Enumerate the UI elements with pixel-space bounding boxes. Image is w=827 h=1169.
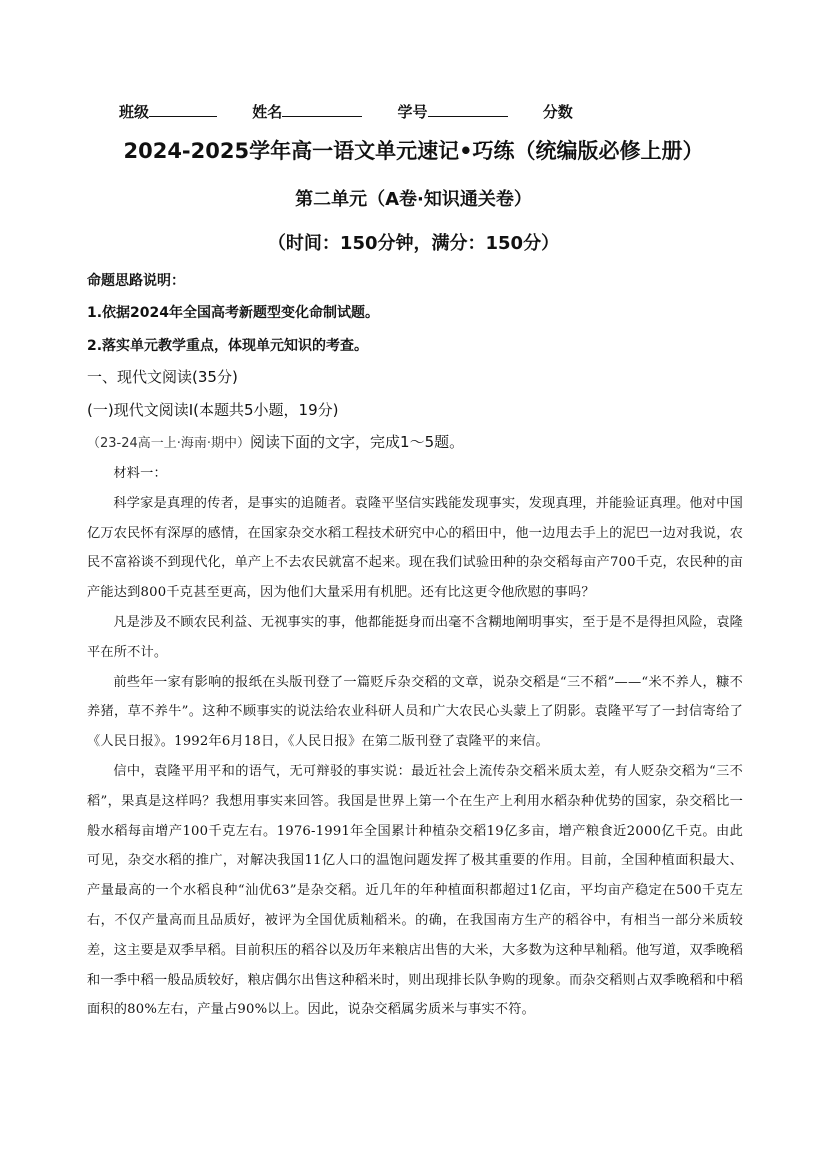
question-instruction: 阅读下面的文字，完成1～5题。 [250,433,465,451]
material-label: 材料一： [113,466,167,481]
subsection-heading: (一)现代文阅读Ⅰ(本题共5小题，19分) [87,401,339,419]
student-info-row [119,101,603,122]
passage-paragraph: 前些年一家有影响的报纸在头版刊登了一篇贬斥杂交稻的文章，说杂交稻是“三不稻”——“米不养人，糠不养猪，草不养牛”。这种不顾事实的说法给农业科研人员和广大农民心头蒙上了阴影。袁隆平写了一封信寄给了《人民日报》。1992年6月18日，《人民日报》在第二版刊登了袁隆平的来信。 [87,674,743,750]
name-field[interactable] [252,101,362,122]
name-label: 姓名 [252,103,283,121]
notes-item-1: 1.依据2024年全国高考新题型变化命制试题。 [87,305,380,321]
student-id-blank[interactable] [428,104,508,117]
class-blank[interactable] [149,104,217,117]
passage-paragraph: 信中，袁隆平用平和的语气，无可辩驳的事实说：最近社会上流传杂交稻米质太差，有人贬杂交稻为“三不稻”，果真是这样吗？我想用事实来回答。我国是世界上第一个在生产上利用水稻杂种优势的国家，杂交稻比一般水稻每亩增产100千克左右。1976-1991年全国累计种植杂交稻19亿多亩，增产粮食近2000亿千克。由此可见，杂交水稻的推广，对解决我国11亿人口的温饱问题发挥了极其重要的作用。目前，全国种植面积最大、产量最高的一个水稻良种“汕优63”是杂交稻。近几年的年种植面积都超过1亿亩，平均亩产稳定在500千克左右，不仅产量高而且品质好，被评为全国优质籼稻米。的确，在我国南方生产的稻谷中，有相当一部分米质较差，这主要是双季早稻。目前积压的稻谷以及历年来粮店出售的大米，大多数为这种早籼稻。他写道，双季晚稻和一季中稻一般品质较好，粮店偶尔出售这种稻米时，则出现排长队争购的现象。而杂交稻则占双季晚稻和中稻面积的80%左右，产量占90%以上。因此，说杂交稻属劣质米与事实不符。 [87,763,743,1018]
notes-heading: 命题思路说明： [87,273,185,289]
question-source: （23-24高一上·海南·期中） [87,436,251,451]
class-label: 班级 [119,103,150,121]
passage-paragraph: 科学家是真理的传者，是事实的追随者。袁隆平坚信实践能发现事实，发现真理，并能验证真理。他对中国亿万农民怀有深厚的感情，在国家杂交水稻工程技术研究中心的稻田中，他一边甩去手上的泥巴一边对我说，农民不富裕谈不到现代化，单产上不去农民就富不起来。现在我们试验田种的杂交稻每亩产700千克，农民种的亩产能达到800千克甚至更高，因为他们大量采用有机肥。还有比这更令他欣慰的事吗？ [87,495,743,601]
section-heading: 一、现代文阅读(35分) [87,368,238,386]
student-id-field[interactable] [398,101,508,122]
score-label: 分数 [542,103,573,121]
unit-title: 第二单元（A卷·知识通关卷） [295,189,532,210]
student-id-label: 学号 [397,103,428,121]
exam-title: 2024-2025学年高一语文单元速记•巧练（统编版必修上册） [123,139,704,163]
reading-passage [87,459,743,1025]
score-field [543,101,573,122]
question-source-line [87,431,464,452]
name-blank[interactable] [282,104,362,117]
class-field[interactable] [119,101,217,122]
notes-item-2: 2.落实单元教学重点，体现单元知识的考查。 [87,338,369,354]
time-score-info: （时间：150分钟，满分：150分） [267,233,560,254]
passage-paragraph: 凡是涉及不顾农民利益、无视事实的事，他都能挺身而出毫不含糊地阐明事实，至于是不是得担风险，袁隆平在所不计。 [87,614,743,660]
